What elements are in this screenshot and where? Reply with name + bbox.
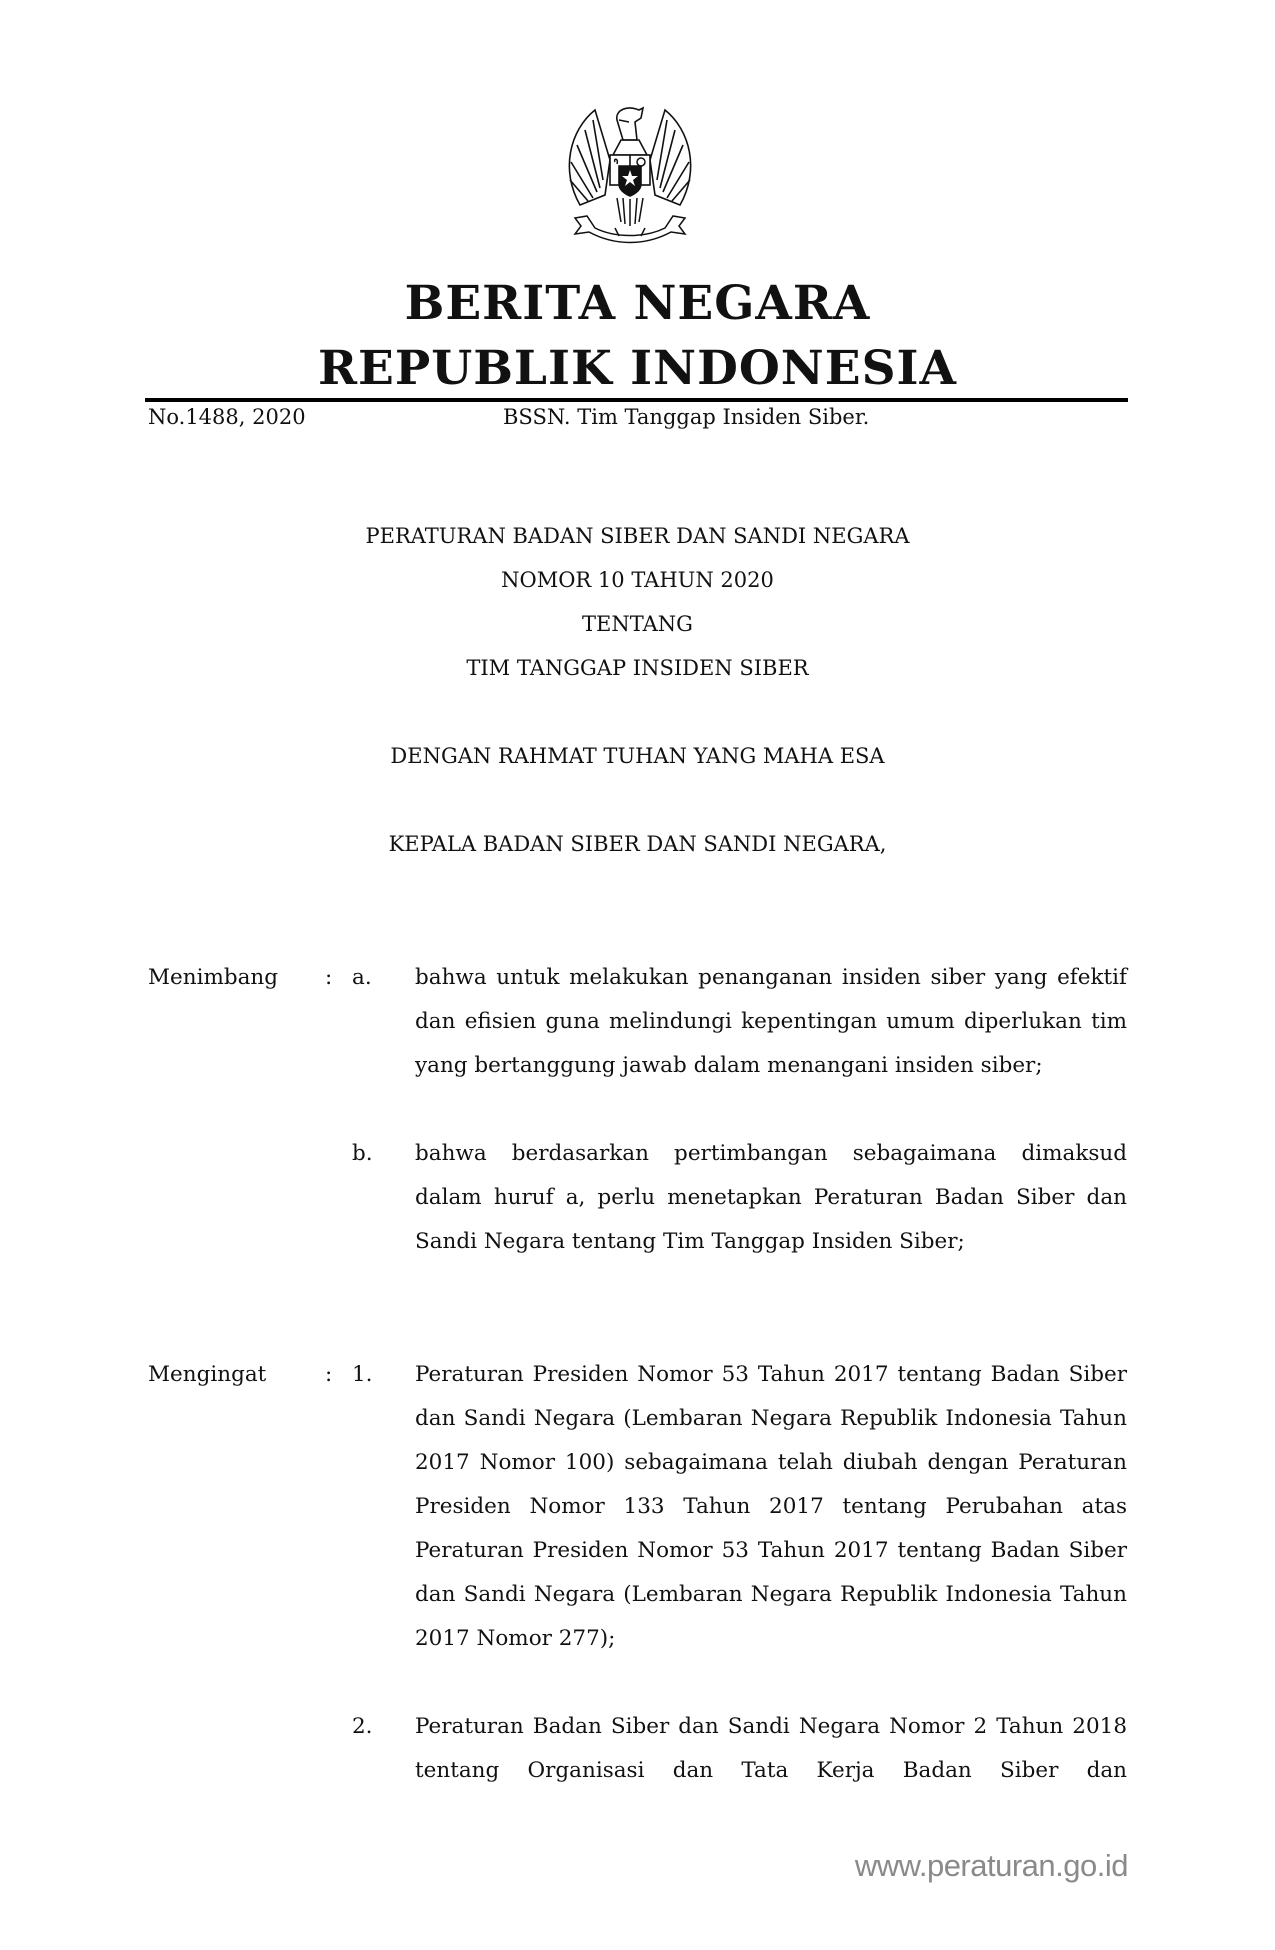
gazette-title-line2: REPUBLIK INDONESIA	[317, 341, 957, 396]
mengingat-marker-2: 2.	[352, 1714, 373, 1739]
menimbang-marker-a: a.	[352, 965, 372, 990]
mengingat-marker-1: 1.	[352, 1362, 373, 1387]
regulation-tentang: TENTANG	[582, 612, 693, 636]
issuer: KEPALA BADAN SIBER DAN SANDI NEGARA,	[388, 832, 887, 856]
regulation-title: PERATURAN BADAN SIBER DAN SANDI NEGARA	[365, 524, 910, 548]
menimbang-item-a: bahwa untuk melakukan penanganan insiden siber yang efektif dan efisien guna melindungi kepentingan umum diperlukan tim yang bertanggung jawab dalam menangani insiden siber;	[415, 965, 1127, 1078]
gazette-title-line1: BERITA NEGARA	[404, 276, 871, 331]
header-divider	[145, 398, 1128, 402]
garuda-emblem-icon	[555, 100, 705, 255]
regulation-number: NOMOR 10 TAHUN 2020	[501, 568, 774, 592]
menimbang-colon: :	[325, 965, 333, 990]
invocation: DENGAN RAHMAT TUHAN YANG MAHA ESA	[390, 744, 885, 768]
menimbang-marker-b: b.	[352, 1141, 373, 1166]
mengingat-item-1: Peraturan Presiden Nomor 53 Tahun 2017 tentang Badan Siber dan Sandi Negara (Lembaran Negara Republik Indonesia Tahun 2017 Nomor 100) sebagaimana telah diubah dengan Peraturan Presiden Nomor 133 Tahun 2017 tentang Perubahan atas Peraturan Presiden Nomor 53 Tahun 2017 tentang Badan Siber dan Sandi Negara (Lembaran Negara Republik Indonesia Tahun 2017 Nomor 277);	[415, 1362, 1127, 1651]
mengingat-label: Mengingat	[148, 1362, 267, 1387]
mengingat-colon: :	[325, 1362, 333, 1387]
gazette-subject: BSSN. Tim Tanggap Insiden Siber.	[503, 405, 870, 429]
menimbang-item-b: bahwa berdasarkan pertimbangan sebagaimana dimaksud dalam huruf a, perlu menetapkan Peraturan Badan Siber dan Sandi Negara tentang Tim Tanggap Insiden Siber;	[415, 1141, 1127, 1254]
source-watermark: www.peraturan.go.id	[854, 1848, 1128, 1883]
mengingat-item-2: Peraturan Badan Siber dan Sandi Negara Nomor 2 Tahun 2018 tentang Organisasi dan Tata Kerja Badan Siber dan	[415, 1714, 1127, 1783]
regulation-subject: TIM TANGGAP INSIDEN SIBER	[466, 656, 809, 680]
gazette-number: No.1488, 2020	[148, 405, 306, 429]
menimbang-label: Menimbang	[148, 965, 279, 990]
